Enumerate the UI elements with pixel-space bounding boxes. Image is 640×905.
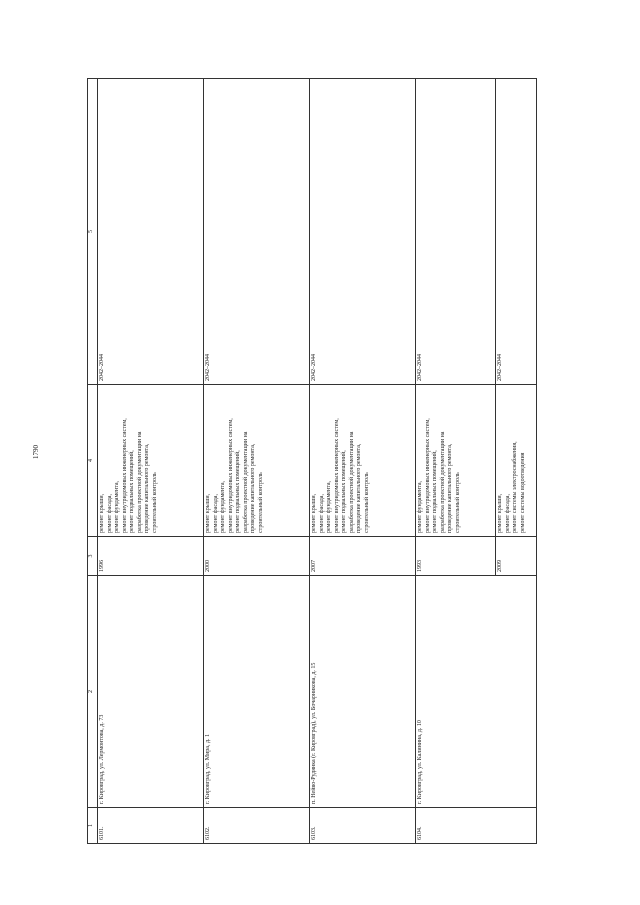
work-item: ремонт внутридомовых инженерных систем, [424,418,431,533]
works-cell [310,385,416,537]
work-item: ремонт крыши, [205,493,211,533]
table-row [416,79,496,844]
works-cell [204,385,310,537]
header-row [88,79,98,844]
work-item: ремонт внутридомовых инженерных систем, [333,418,340,533]
work-item: разработка проектной документации на [242,431,249,533]
work-item: ремонт фундамента, [220,481,226,533]
work-item: ремонт системы водоотведения [519,452,526,533]
work-item: ремонт фундамента, [114,481,120,533]
work-item: проведение капитального ремонта, [447,443,453,533]
header-col-1: 1 [88,808,98,844]
work-item: ремонт фундамента, [326,481,332,533]
work-item: строительный контроль [257,472,264,533]
registry-table [87,78,537,844]
header-col-3: 3 [88,537,98,576]
work-item: ремонт подвальных помещений, [235,450,241,533]
year-cell: 2007 [310,537,416,576]
work-item: проведение капитального ремонта, [250,443,256,533]
year-cell: 2000 [204,537,310,576]
works-cell [496,385,537,537]
work-item: ремонт фасада, [318,494,325,533]
work-item: проведение капитального ремонта, [356,443,362,533]
table-row [204,79,310,844]
row-number: 6103. [310,808,416,844]
table-row [98,79,204,844]
work-item: ремонт фундамента, [417,481,423,533]
work-item: ремонт фасада, [504,494,511,533]
year-cell: 1996 [98,537,204,576]
work-item: ремонт крыши, [497,493,503,533]
year-cell: 1993 [416,537,496,576]
works-cell [416,385,496,537]
period-cell: 2042–2044 [416,79,496,385]
row-number: 6101. [98,808,204,844]
work-item: ремонт фасада, [106,494,113,533]
address-cell: г. Кировград, ул. Калинина, д. 10 [416,576,537,808]
page-number: 1790 [32,445,40,459]
header-col-5: 5 [88,79,98,385]
header-col-2: 2 [88,576,98,808]
works-cell [98,385,204,537]
header-col-4: 4 [88,385,98,537]
address-cell: г. Кировград, ул. Лермонтова, д. 73 [98,576,204,808]
address-cell: п. Нейво-Рудянка (г. Кировград), ул. Бочарникова, д. 15 [310,576,416,808]
work-item: ремонт системы электроснабжения, [512,441,518,533]
work-item: ремонт крыши, [311,493,317,533]
rotated-table-frame [87,79,532,844]
work-item: ремонт подвальных помещений, [432,450,438,533]
period-cell: 2042–2044 [496,79,537,385]
address-cell: г. Кировград, ул. Мира, д. 1 [204,576,310,808]
work-item: ремонт внутридомовых инженерных систем, [227,418,234,533]
period-cell: 2042–2044 [310,79,416,385]
registry-table-container [87,79,532,844]
work-item: ремонт внутридомовых инженерных систем, [121,418,128,533]
table-row [310,79,416,844]
work-item: разработка проектной документации на [136,431,143,533]
work-item: ремонт подвальных помещений, [341,450,347,533]
period-cell: 2042–2044 [98,79,204,385]
work-item: строительный контроль [454,472,461,533]
work-item: разработка проектной документации на [348,431,355,533]
work-item: ремонт крыши, [99,493,105,533]
year-cell: 2009 [496,537,537,576]
work-item: проведение капитального ремонта, [144,443,150,533]
row-number: 6102. [204,808,310,844]
work-item: ремонт фасада, [212,494,219,533]
row-number: 6104. [416,808,537,844]
work-item: строительный контроль [363,472,370,533]
work-item: ремонт подвальных помещений, [129,450,135,533]
work-item: разработка проектной документации на [439,431,446,533]
work-item: строительный контроль [151,472,158,533]
period-cell: 2042–2044 [204,79,310,385]
